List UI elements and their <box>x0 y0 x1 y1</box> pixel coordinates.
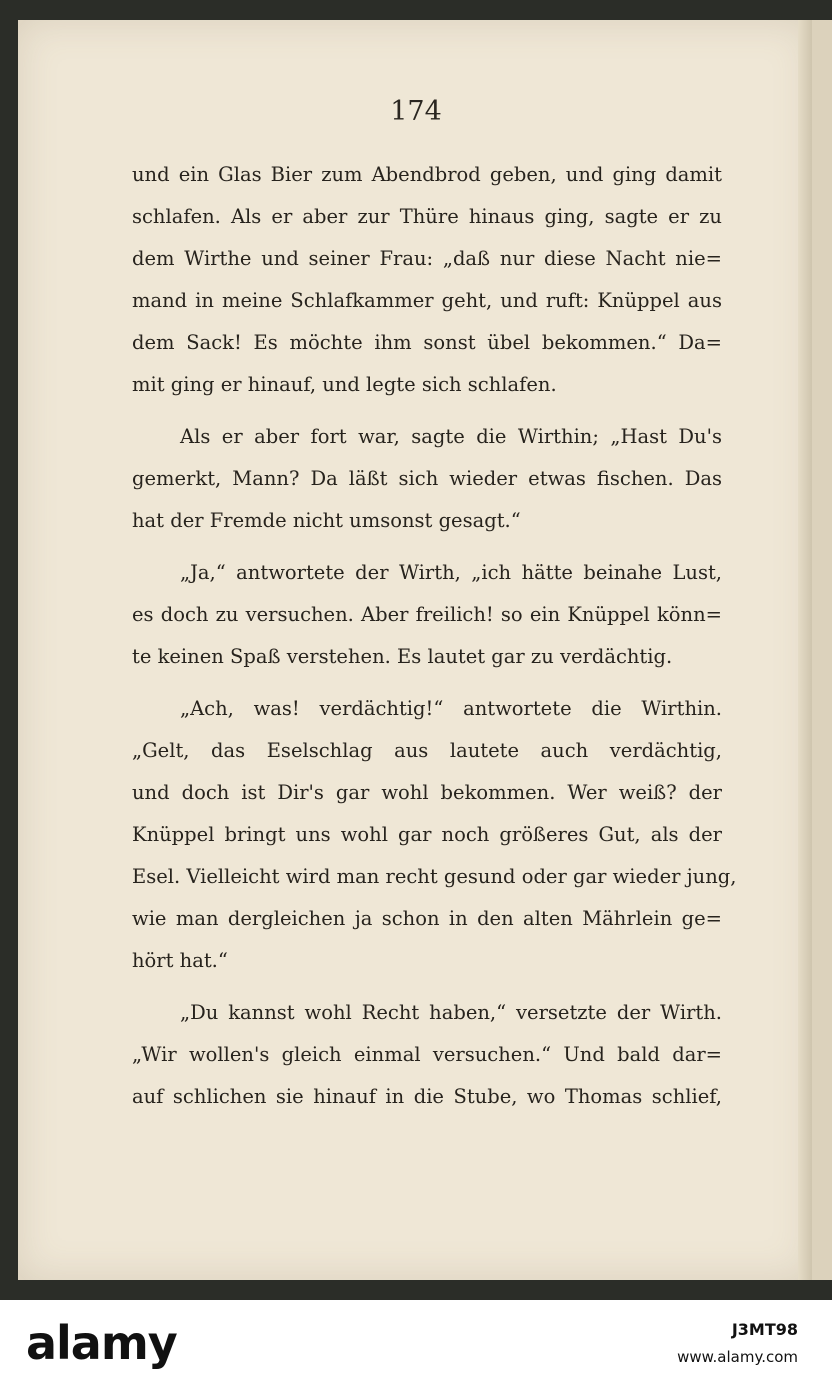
brand-logo: alamy <box>26 1316 177 1370</box>
text-line: „Wir wollen's gleich einmal versuchen.“ Und bald dar= <box>132 1043 722 1066</box>
text-line: „Du kannst wohl Recht haben,“ versetzte der Wirth. <box>180 1001 722 1024</box>
paragraph-gap <box>132 678 722 688</box>
text-line: „Ja,“ antwortete der Wirth, „ich hätte beinahe Lust, <box>180 561 722 584</box>
text-line: Esel. Vielleicht wird man recht gesund oder gar wieder jung, <box>132 865 737 888</box>
text-line: hört hat.“ <box>132 949 228 972</box>
text-line: mit ging er hinauf, und legte sich schlafen. <box>132 373 557 396</box>
text-line: und ein Glas Bier zum Abendbrod geben, und ging damit <box>132 163 722 186</box>
paragraph-gap <box>132 982 722 992</box>
text-line: Knüppel bringt uns wohl gar noch größeres Gut, als der <box>132 823 722 846</box>
image-credit <box>677 1316 798 1370</box>
text-line: te keinen Spaß verstehen. Es lautet gar zu verdächtig. <box>132 645 673 668</box>
text-line: hat der Fremde nicht umsonst gesagt.“ <box>132 509 521 532</box>
text-line: wie man dergleichen ja schon in den alten Mährlein ge= <box>132 907 722 930</box>
text-line: Als er aber fort war, sagte die Wirthin; „Hast Du's <box>180 425 722 448</box>
text-line: und doch ist Dir's gar wohl bekommen. Wer weiß? der <box>132 781 722 804</box>
text-line: gemerkt, Mann? Da läßt sich wieder etwas fischen. Das <box>132 467 722 490</box>
text-line: dem Sack! Es möchte ihm sonst übel bekommen.“ Da= <box>132 331 722 354</box>
site-url: www.alamy.com <box>677 1348 798 1366</box>
page-number: 174 <box>390 96 442 127</box>
paragraph-gap <box>132 406 722 416</box>
page-text <box>132 154 737 1118</box>
image-id: J3MT98 <box>731 1320 798 1339</box>
page-edge-shadow <box>798 20 812 1280</box>
text-line: es doch zu versuchen. Aber freilich! so ein Knüppel könn= <box>132 603 722 626</box>
text-line: auf schlichen sie hinauf in die Stube, wo Thomas schlief, <box>132 1085 722 1108</box>
text-line: „Ach, was! verdächtig!“ antwortete die Wirthin. <box>180 697 722 720</box>
paragraph-gap <box>132 542 722 552</box>
facing-page-edge <box>812 20 832 1280</box>
text-line: „Gelt, das Eselschlag aus lautete auch verdächtig, <box>132 739 722 762</box>
text-line: dem Wirthe und seiner Frau: „daß nur diese Nacht nie= <box>132 247 722 270</box>
text-line: mand in meine Schlafkammer geht, und ruft: Knüppel aus <box>132 289 722 312</box>
text-line: schlafen. Als er aber zur Thüre hinaus ging, sagte er zu <box>132 205 722 228</box>
